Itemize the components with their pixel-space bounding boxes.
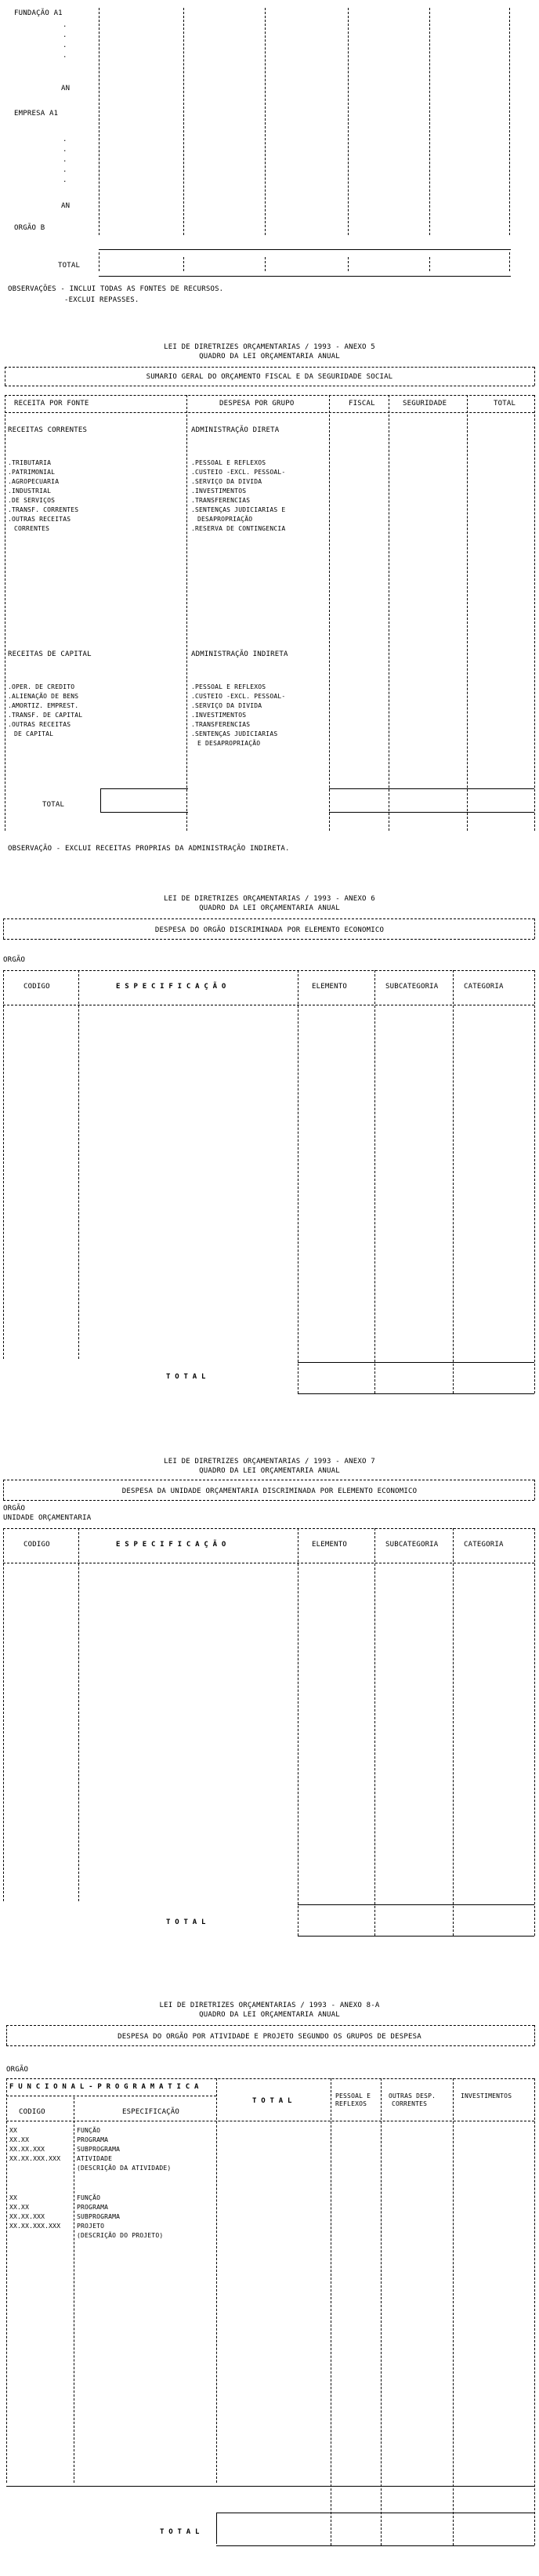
- total-rule: [6, 2486, 534, 2487]
- rc-item: CORRENTES: [14, 525, 50, 532]
- spec-cell: PROGRAMA: [77, 2136, 109, 2143]
- header-elemento: ELEMENTO: [312, 1541, 347, 1549]
- total-rule: [298, 1904, 534, 1905]
- col-divider: [374, 1528, 375, 1936]
- anexo5-title: LEI DE DIRETRIZES ORÇAMENTARIAS / 1993 - ANEXO 5: [164, 343, 375, 351]
- rk-item: .AMORTIZ. EMPREST.: [8, 702, 79, 709]
- anexo7-summary: DESPESA DA UNIDADE ORÇAMENTARIA DISCRIMINADA POR ELEMENTO ECONOMICO: [121, 1487, 418, 1495]
- rk-item: .TRANSF. DE CAPITAL: [8, 712, 83, 719]
- total-rule: [99, 276, 511, 277]
- ad-item: .SERVIÇO DA DIVIDA: [191, 478, 262, 485]
- col-divider: [534, 970, 535, 1393]
- rk-item: .ALIENAÇÃO DE BENS: [8, 693, 79, 700]
- header-elemento: ELEMENTO: [312, 983, 347, 991]
- anexo7-subtitle: QUADRO DA LEI ORÇAMENTARIA ANUAL: [199, 1467, 340, 1475]
- ai-item: .SENTENÇAS JUDICIARIAS: [191, 730, 278, 737]
- rule: [3, 970, 534, 971]
- spec-cell: PROJETO: [77, 2223, 105, 2230]
- rc-item: .DE SERVIÇOS: [8, 497, 56, 504]
- col-divider: [3, 1528, 4, 1901]
- observation: OBSERVAÇÕES - INCLUI TODAS AS FONTES DE RECURSOS.: [8, 285, 224, 293]
- ad-item: .SENTENÇAS JUDICIARIAS E: [191, 506, 286, 513]
- header-categoria: CATEGORIA: [464, 983, 504, 991]
- col-divider: [534, 395, 535, 831]
- header-especificacao: E S P E C I F I C A Ç Ã O: [116, 1541, 226, 1549]
- anexo6-subtitle: QUADRO DA LEI ORÇAMENTARIA ANUAL: [199, 904, 340, 912]
- row-an: AN: [61, 85, 71, 92]
- col-divider: [534, 1528, 535, 1936]
- total-rule: [329, 812, 534, 813]
- codigo-cell: XX.XX: [9, 2136, 30, 2143]
- header-reflexos: REFLEXOS: [335, 2100, 367, 2107]
- ellipsis-dots: . . . .: [63, 21, 67, 60]
- header-total: T O T A L: [252, 2097, 292, 2105]
- header-despesa: DESPESA POR GRUPO: [219, 400, 295, 408]
- col-divider: [429, 8, 430, 235]
- row-an: AN: [61, 202, 71, 210]
- group-header: F U N C I O N A L - P R O G R A M A T I C A: [9, 2083, 199, 2091]
- rc-item: .TRIBUTARIA: [8, 459, 52, 466]
- spec-cell: (DESCRIÇÃO DA ATIVIDADE): [77, 2165, 172, 2172]
- ad-item: .CUSTEIO -EXCL. PESSOAL-: [191, 469, 286, 476]
- rk-item: .OUTRAS RECEITAS: [8, 721, 71, 728]
- anexo6-summary: DESPESA DO ORGÃO DISCRIMINADA POR ELEMENTO ECONOMICO: [154, 926, 385, 934]
- total-rule: [298, 1393, 534, 1394]
- rk-item: DE CAPITAL: [14, 730, 54, 737]
- header-total: TOTAL: [494, 400, 516, 408]
- total-rule: [100, 812, 188, 813]
- col-divider: [348, 257, 349, 271]
- orgao-label: ORGÃO: [3, 1505, 26, 1513]
- col-divider: [453, 2078, 454, 2545]
- spec-cell: (DESCRIÇÃO DO PROJETO): [77, 2232, 164, 2239]
- codigo-cell: XX.XX: [9, 2204, 30, 2211]
- spec-cell: FUNÇÃO: [77, 2194, 101, 2201]
- col-divider: [453, 1528, 454, 1936]
- rule: [5, 412, 534, 413]
- col-divider: [265, 8, 266, 235]
- header-codigo: CODIGO: [19, 2108, 45, 2116]
- ad-item: DESAPROPRIAÇÃO: [197, 516, 253, 523]
- rule: [5, 395, 534, 396]
- codigo-cell: XX.XX.XXX: [9, 2213, 45, 2220]
- spec-cell: SUBPROGRAMA: [77, 2213, 121, 2220]
- total-rule: [100, 788, 188, 789]
- col-divider: [329, 395, 330, 831]
- total-rule: [298, 1362, 534, 1363]
- total-rule: [216, 2545, 534, 2546]
- rule: [6, 2045, 534, 2046]
- header-especificacao: ESPECIFICAÇÃO: [122, 2108, 180, 2116]
- codigo-cell: XX.XX.XXX.XXX: [9, 2155, 61, 2162]
- total-rule: [99, 249, 511, 250]
- rule: [3, 1500, 534, 1501]
- total-label: TOTAL: [58, 262, 81, 270]
- codigo-cell: XX: [9, 2127, 18, 2134]
- col-divider: [6, 2078, 7, 2483]
- rc-item: .PATRIMONIAL: [8, 469, 56, 476]
- ai-item: E DESAPROPRIAÇÃO: [197, 740, 261, 747]
- total-rule: [329, 788, 534, 789]
- rc-item: .INDUSTRIAL: [8, 487, 52, 495]
- rc-item: .TRANSF. CORRENTES: [8, 506, 79, 513]
- row-empresa: EMPRESA A1: [14, 110, 59, 118]
- col-divider: [100, 788, 101, 812]
- adm-indireta: ADMINISTRAÇÃO INDIRETA: [191, 650, 288, 658]
- col-divider: [186, 395, 187, 831]
- codigo-cell: XX.XX.XXX: [9, 2146, 45, 2153]
- header-subcategoria: SUBCATEGORIA: [385, 1541, 439, 1549]
- col-divider: [216, 2513, 217, 2544]
- total-label: T O T A L: [166, 1373, 206, 1381]
- header-outras-desp: OUTRAS DESP.: [389, 2092, 436, 2100]
- anexo6-title: LEI DE DIRETRIZES ORÇAMENTARIAS / 1993 - ANEXO 6: [164, 895, 375, 903]
- total-label: TOTAL: [42, 801, 65, 809]
- ad-item: .TRANSFERENCIAS: [191, 497, 251, 504]
- col-divider: [509, 8, 510, 235]
- col-divider: [509, 252, 510, 271]
- col-divider: [183, 257, 184, 271]
- rule: [3, 918, 534, 919]
- rc-item: .AGROPECUARIA: [8, 478, 60, 485]
- header-receita: RECEITA POR FONTE: [14, 400, 89, 408]
- ai-item: .INVESTIMENTOS: [191, 712, 247, 719]
- col-divider: [467, 395, 468, 831]
- orgao-label: ORGÃO: [6, 2066, 29, 2074]
- anexo5-summary: SUMARIO GERAL DO ORÇAMENTO FISCAL E DA SEGURIDADE SOCIAL: [146, 373, 393, 381]
- spec-cell: FUNÇÃO: [77, 2127, 101, 2134]
- header-especificacao: E S P E C I F I C A Ç Ã O: [116, 983, 226, 991]
- row-fundacao: FUNDAÇÃO A1: [14, 9, 63, 17]
- anexo8-summary: DESPESA DO ORGÃO POR ATIVIDADE E PROJETO SEGUNDO OS GRUPOS DE DESPESA: [118, 2033, 421, 2041]
- col-divider: [265, 257, 266, 271]
- total-label: T O T A L: [166, 1918, 206, 1926]
- col-divider: [183, 8, 184, 235]
- rule: [5, 367, 534, 368]
- col-divider: [374, 970, 375, 1393]
- header-codigo: CODIGO: [24, 1541, 50, 1549]
- receitas-correntes: RECEITAS CORRENTES: [8, 426, 88, 434]
- col-divider: [78, 970, 79, 1359]
- adm-direta: ADMINISTRAÇÃO DIRETA: [191, 426, 280, 434]
- row-orgao-b: ORGÃO B: [14, 224, 45, 232]
- spec-cell: ATIVIDADE: [77, 2155, 113, 2162]
- anexo8-subtitle: QUADRO DA LEI ORÇAMENTARIA ANUAL: [199, 2011, 340, 2019]
- total-rule: [298, 1936, 534, 1937]
- ad-item: .RESERVA DE CONTINGENCIA: [191, 525, 286, 532]
- rule: [3, 1528, 534, 1529]
- header-fiscal: FISCAL: [349, 400, 375, 408]
- ad-item: .INVESTIMENTOS: [191, 487, 247, 495]
- header-codigo: CODIGO: [24, 983, 50, 991]
- col-divider: [381, 2078, 382, 2545]
- header-seguridade: SEGURIDADE: [403, 400, 447, 408]
- codigo-cell: XX: [9, 2194, 18, 2201]
- rk-item: .OPER. DE CREDITO: [8, 683, 75, 690]
- ad-item: .PESSOAL E REFLEXOS: [191, 459, 266, 466]
- ellipsis-dots: . . . . .: [63, 136, 67, 184]
- rule: [3, 939, 534, 940]
- anexo7-title: LEI DE DIRETRIZES ORÇAMENTARIAS / 1993 - ANEXO 7: [164, 1458, 375, 1466]
- ai-item: .CUSTEIO -EXCL. PESSOAL-: [191, 693, 286, 700]
- col-divider: [3, 970, 4, 1359]
- col-divider: [429, 257, 430, 271]
- codigo-cell: XX.XX.XXX.XXX: [9, 2223, 61, 2230]
- receitas-capital: RECEITAS DE CAPITAL: [8, 650, 92, 658]
- header-categoria: CATEGORIA: [464, 1541, 504, 1549]
- col-divider: [216, 2078, 217, 2483]
- ai-item: .SERVIÇO DA DIVIDA: [191, 702, 262, 709]
- observation: -EXCLUI REPASSES.: [64, 296, 139, 304]
- orgao-label: ORGÃO: [3, 956, 26, 964]
- rc-item: .OUTRAS RECEITAS: [8, 516, 71, 523]
- ai-item: .PESSOAL E REFLEXOS: [191, 683, 266, 690]
- col-divider: [78, 1528, 79, 1901]
- spec-cell: SUBPROGRAMA: [77, 2146, 121, 2153]
- spec-cell: PROGRAMA: [77, 2204, 109, 2211]
- total-label: T O T A L: [160, 2528, 200, 2536]
- header-pessoal: PESSOAL E: [335, 2092, 371, 2100]
- header-correntes: CORRENTES: [392, 2100, 428, 2107]
- header-investimentos: INVESTIMENTOS: [461, 2092, 512, 2100]
- rule: [6, 2078, 534, 2079]
- anexo5-subtitle: QUADRO DA LEI ORÇAMENTARIA ANUAL: [199, 353, 340, 360]
- anexo8-title: LEI DE DIRETRIZES ORÇAMENTARIAS / 1993 - ANEXO 8-A: [159, 2002, 380, 2009]
- ai-item: .TRANSFERENCIAS: [191, 721, 251, 728]
- observation: OBSERVAÇÃO - EXCLUI RECEITAS PROPRIAS DA ADMINISTRAÇÃO INDIRETA.: [8, 845, 290, 853]
- col-divider: [348, 8, 349, 235]
- unidade-label: UNIDADE ORÇAMENTARIA: [3, 1514, 92, 1522]
- header-subcategoria: SUBCATEGORIA: [385, 983, 439, 991]
- rule: [6, 2025, 534, 2026]
- col-divider: [453, 970, 454, 1393]
- col-divider: [534, 2078, 535, 2545]
